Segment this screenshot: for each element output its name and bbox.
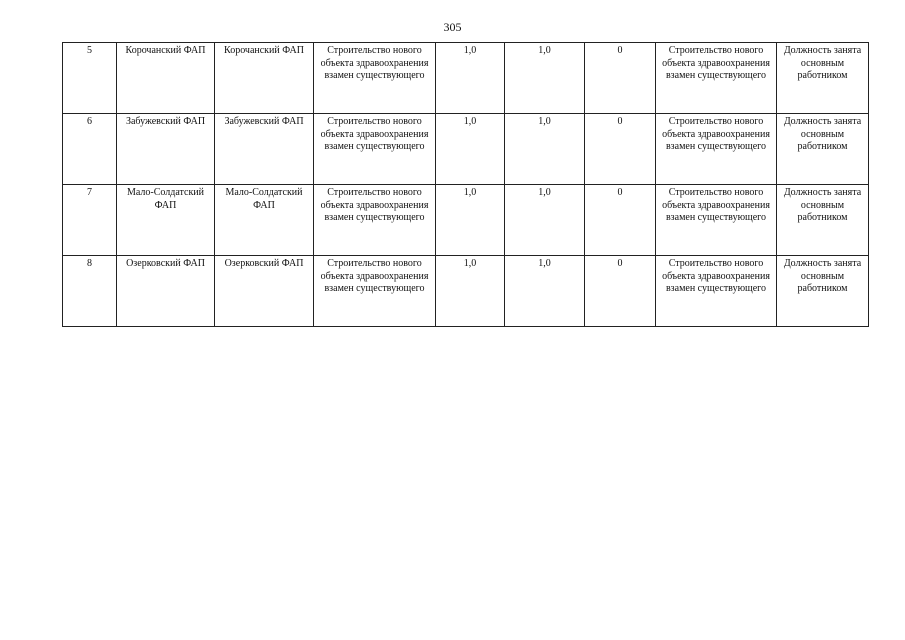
facility-name-2: Корочанский ФАП — [215, 43, 314, 114]
activity-2: Строительство нового объекта здравоохранения взамен существующего — [656, 256, 777, 327]
activity-2: Строительство нового объекта здравоохранения взамен существующего — [656, 114, 777, 185]
status: Должность занята основным работником — [777, 185, 869, 256]
facility-name-2: Озерковский ФАП — [215, 256, 314, 327]
table-row — [63, 256, 869, 327]
value-3: 0 — [585, 256, 656, 327]
status: Должность занята основным работником — [777, 256, 869, 327]
facility-name: Корочанский ФАП — [117, 43, 215, 114]
activity-2: Строительство нового объекта здравоохранения взамен существующего — [656, 43, 777, 114]
table-row — [63, 185, 869, 256]
facility-name-2: Забужевский ФАП — [215, 114, 314, 185]
activity: Строительство нового объекта здравоохранения взамен существующего — [314, 256, 436, 327]
value-1: 1,0 — [436, 114, 505, 185]
status: Должность занята основным работником — [777, 114, 869, 185]
value-3: 0 — [585, 185, 656, 256]
value-1: 1,0 — [436, 43, 505, 114]
value-2: 1,0 — [505, 256, 585, 327]
facility-name: Забужевский ФАП — [117, 114, 215, 185]
table-row — [63, 43, 869, 114]
row-number: 8 — [63, 256, 117, 327]
value-3: 0 — [585, 43, 656, 114]
activity: Строительство нового объекта здравоохранения взамен существующего — [314, 43, 436, 114]
value-2: 1,0 — [505, 43, 585, 114]
table-row — [63, 114, 869, 185]
facility-name: Мало-Солдатский ФАП — [117, 185, 215, 256]
value-2: 1,0 — [505, 114, 585, 185]
value-3: 0 — [585, 114, 656, 185]
facilities-table — [62, 42, 869, 327]
row-number: 7 — [63, 185, 117, 256]
row-number: 6 — [63, 114, 117, 185]
value-1: 1,0 — [436, 256, 505, 327]
facility-name-2: Мало-Солдатский ФАП — [215, 185, 314, 256]
value-1: 1,0 — [436, 185, 505, 256]
activity: Строительство нового объекта здравоохранения взамен существующего — [314, 185, 436, 256]
activity: Строительство нового объекта здравоохранения взамен существующего — [314, 114, 436, 185]
value-2: 1,0 — [505, 185, 585, 256]
page-number: 305 — [443, 20, 462, 34]
activity-2: Строительство нового объекта здравоохранения взамен существующего — [656, 185, 777, 256]
row-number: 5 — [63, 43, 117, 114]
status: Должность занята основным работником — [777, 43, 869, 114]
facility-name: Озерковский ФАП — [117, 256, 215, 327]
